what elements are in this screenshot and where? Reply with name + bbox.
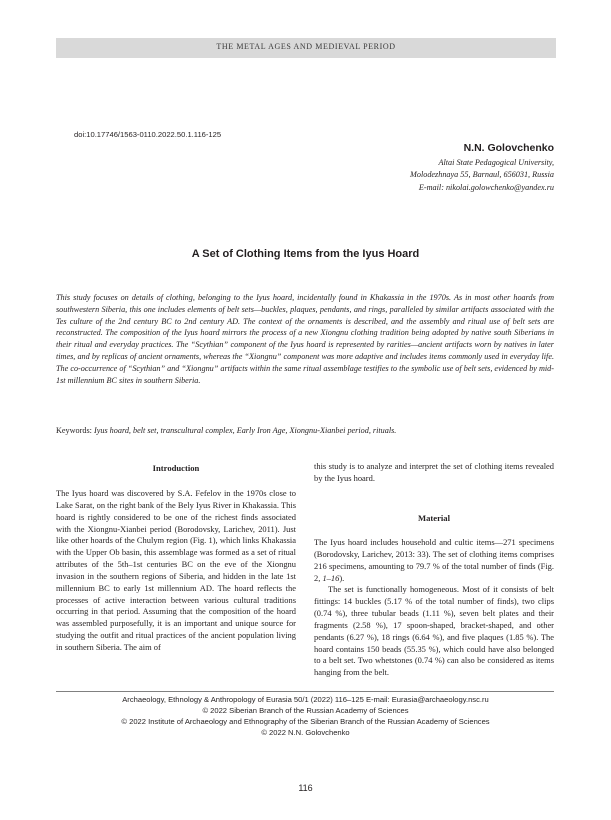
footer-copyright-author: © 2022 N.N. Golovchenko — [261, 728, 350, 737]
introduction-paragraph-end: this study is to analyze and interpret the set of clothing items revealed by the Iyus hoard. — [314, 461, 554, 483]
running-head: THE METAL AGES AND MEDIEVAL PERIOD — [216, 42, 396, 51]
footer-journal: Archaeology, Ethnology & Anthropology of Eurasia 50/1 (2022) 116–125 E-mail: Eurasia@archaeology.nsc.ru — [122, 695, 489, 704]
running-head-band — [56, 38, 556, 58]
affiliation-line: Molodezhnaya 55, Barnaul, 656031, Russia — [410, 170, 554, 180]
material-heading: Material — [418, 513, 450, 523]
footer-copyright-institute: © 2022 Institute of Archaeology and Ethnography of the Siberian Branch of the Russian Academy of Sciences — [121, 717, 490, 726]
footer-rule — [56, 691, 554, 692]
keywords-label: Keywords: — [56, 426, 92, 435]
author-name: N.N. Golovchenko — [463, 142, 554, 154]
material-column — [314, 537, 554, 679]
figure-reference: 1–16 — [322, 572, 340, 583]
introduction-column — [56, 488, 296, 654]
material-text-end: ). — [339, 572, 345, 583]
introduction-continuation — [314, 461, 554, 485]
abstract: This study focuses on details of clothing, belonging to the Iyus hoard, incidentally found in Khakassia in the 1970s. As in most other hoards from southwestern Siberia, this one includes elements of belt sets—buckles, plaques, pendants, and rings, paralleled by similar artifacts associated with the Tes culture of the 2nd century BC to 2nd century AD. The context of the ornaments is described, and the assembly and ritual use of belt sets are reconstructed. The composition of the Iyus hoard mirrors the process of a new Xiongnu clothing tradition being adopted by native south Siberians in their ritual and everyday practices. The “Scythian” component of the Iyus hoard is represented by rarities—ancient artifacts worn by natives in later times, and by replicas of ancient ornaments, whereas the “Xiongnu” component was more adaptive and includes items commonly used in everyday life. The co-occurrence of “Scythian” and “Xiongnu” artifacts within the same ritual assemblage testifies to the symbolic use of belt sets, evidenced by mid-1st millennium BC sites in southern Siberia. — [56, 293, 554, 385]
footer-copyright-sb-ras: © 2022 Siberian Branch of the Russian Academy of Sciences — [202, 706, 409, 715]
affiliation-line: Altai State Pedagogical University, — [438, 158, 554, 167]
page-number: 116 — [298, 783, 313, 793]
keywords-text: Iyus hoard, belt set, transcultural complex, Early Iron Age, Xiongnu-Xianbei period, rituals. — [93, 426, 397, 435]
introduction-paragraph: The Iyus hoard was discovered by S.A. Fefelov in the 1970s close to Lake Sarat, on the right bank of the Bely Iyus River in Khakassia. This hoard is rightly considered to be one of the richest finds associated with the Xiongnu-Xianbei period (Borodovsky, Larichev, 2011). Just like other hoards of the Chulym region (Fig. 1), which links Khakassia with the Upper Ob basin, this assemblage was formed as a set of ritual attributes of the 5th–1st centuries BC on the eve of the Xiongnu invasion in the southern regions of Siberia, and hidden in the late 1st millennium BC to early 1st millennium AD. The hoard reflects the processes of active interaction between various cultural traditions occurring in that period. Assuming that the composition of the hoard was assembled purposefully, it is an important and unique source for studying the outfit and ritual practices of the ancient population living in southern Siberia. The aim of — [56, 488, 296, 652]
author-affiliation — [254, 157, 554, 194]
material-paragraph-2: The set is functionally homogeneous. Most of it consists of belt fittings: 14 buckles (5.17 % of the total number of finds), two clips (0.74 %), three tubular beads (1.11 %), seven belt plates and their fragments (2.58 %), 17 spoon-shaped, bracket-shaped, and other pendants (6.27 %), 18 rings (6.64 %), and five plaques (1.85 %). The hoard contains 150 beads (55.35 %), which could have also belonged to a belt set. Two whetstones (0.74 %) can also be considered as items hanging from the belt. — [314, 584, 554, 678]
material-text: The Iyus hoard includes household and cultic items—271 specimens (Borodovsky, Larichev, 2013: 33). The set of clothing items comprises 216 specimens, amounting to 79.7 % of the total number of finds (Fig. 2, — [314, 537, 554, 583]
author-email: E-mail: nikolai.golowchenko@yandex.ru — [418, 182, 554, 192]
keywords — [56, 426, 554, 435]
introduction-heading: Introduction — [152, 463, 200, 473]
material-paragraph-1 — [314, 537, 554, 584]
article-title: A Set of Clothing Items from the Iyus Hoard — [191, 248, 420, 260]
doi: doi:10.17746/1563-0110.2022.50.1.116-125 — [74, 130, 222, 139]
